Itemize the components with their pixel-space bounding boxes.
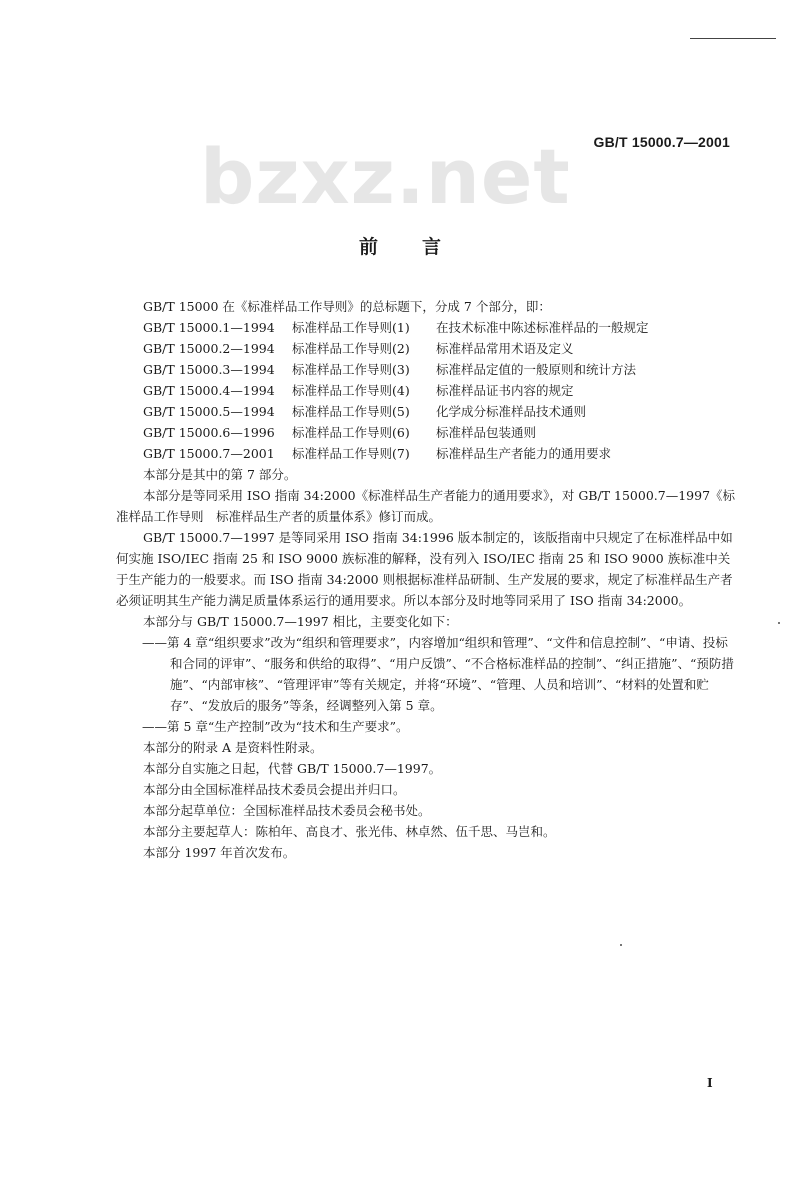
changes-intro-paragraph: 本部分与 GB/T 15000.7—1997 相比，主要变化如下： [143, 614, 458, 629]
part-subject: 标准样品常用术语及定义 [436, 341, 574, 356]
part-guide: 标准样品工作导则(6) [292, 425, 410, 440]
part-guide: 标准样品工作导则(1) [292, 320, 410, 335]
adoption-paragraph: 本部分是等同采用 ISO 指南 34:2000《标准样品生产者能力的通用要求》，对 GB/T 15000.7—1997《标准样品工作导则 标准样品生产者的质量体系》修订而成。 [116, 488, 736, 524]
closing-paragraph: 本部分的附录 A 是资料性附录。 [143, 740, 323, 755]
part-guide: 标准样品工作导则(2) [292, 341, 410, 356]
foreword-body [116, 296, 736, 863]
list-item [116, 380, 736, 401]
closing-paragraph: 本部分 1997 年首次发布。 [143, 845, 296, 860]
part-guide: 标准样品工作导则(7) [292, 446, 410, 461]
list-item [116, 422, 736, 443]
list-item [116, 338, 736, 359]
closing-paragraph: 本部分由全国标准样品技术委员会提出并归口。 [143, 782, 406, 797]
part-code: GB/T 15000.6—1996 [143, 425, 275, 440]
part-code: GB/T 15000.2—1994 [143, 341, 275, 356]
page-title: 前言 [358, 236, 485, 258]
part-code: GB/T 15000.1—1994 [143, 320, 275, 335]
part-guide: 标准样品工作导则(5) [292, 404, 410, 419]
scan-speck [620, 944, 622, 946]
part-code: GB/T 15000.4—1994 [143, 383, 275, 398]
part-code: GB/T 15000.5—1994 [143, 404, 275, 419]
list-item [116, 359, 736, 380]
closing-paragraph: 本部分起草单位：全国标准样品技术委员会秘书处。 [143, 803, 431, 818]
change-item: ——第 4 章“组织要求”改为“组织和管理要求”，内容增加“组织和管理”、“文件和信息控制”、“申请、投标和合同的评审”、“服务和供给的取得”、“用户反馈”、“不合格标准样品的控制”、“纠正措施”、“预防措施”、“内部审核”、“管理评审”等有关规定，并将“环境”、“管理、人员和培训”、“材料的处置和贮存”、“发放后的服务”等条，经调整列入第 5 章。 [142, 635, 734, 713]
change-item: ——第 5 章“生产控制”改为“技术和生产要求”。 [142, 719, 409, 734]
background-paragraph: GB/T 15000.7—1997 是等同采用 ISO 指南 34:1996 版本制定的，该版指南中只规定了在标准样品中如何实施 ISO/IEC 指南 25 和 ISO 9000 族标准的解释，没有列入 ISO/IEC 指南 25 和 ISO 9000 族标准中关于生产能力的一般要求。而 ISO 指南 34:2000 则根据标准样品研制、生产发展的要求，规定了标准样品生产者必须证明其生产能力满足质量体系运行的通用要求。所以本部分及时地等同采用了 ISO 指南 34:2000。 [116, 530, 733, 608]
watermark: bzxz.net [200, 132, 571, 221]
part-guide: 标准样品工作导则(4) [292, 383, 410, 398]
this-part-paragraph: 本部分是其中的第 7 部分。 [143, 467, 297, 482]
intro-paragraph: GB/T 15000 在《标准样品工作导则》的总标题下，分成 7 个部分，即： [143, 299, 551, 314]
closing-paragraph: 本部分自实施之日起，代替 GB/T 15000.7—1997。 [143, 761, 442, 776]
part-subject: 标准样品定值的一般原则和统计方法 [436, 362, 637, 377]
parts-list [116, 317, 736, 464]
part-subject: 标准样品包装通则 [436, 425, 537, 440]
closing-paragraph: 本部分主要起草人：陈柏年、高良才、张光伟、林卓然、伍千思、马岂和。 [143, 824, 556, 839]
part-code: GB/T 15000.3—1994 [143, 362, 275, 377]
part-subject: 在技术标准中陈述标准样品的一般规定 [436, 320, 649, 335]
part-subject: 标准样品证书内容的规定 [436, 383, 574, 398]
list-item [116, 443, 736, 464]
part-subject: 化学成分标准样品技术通则 [436, 404, 587, 419]
part-guide: 标准样品工作导则(3) [292, 362, 410, 377]
part-code: GB/T 15000.7—2001 [143, 446, 275, 461]
page-number: I [707, 1076, 713, 1090]
list-item [116, 401, 736, 422]
part-subject: 标准样品生产者能力的通用要求 [436, 446, 612, 461]
header-rule [690, 38, 776, 39]
list-item [116, 317, 736, 338]
standard-number: GB/T 15000.7—2001 [593, 134, 730, 150]
scan-speck [778, 622, 780, 624]
